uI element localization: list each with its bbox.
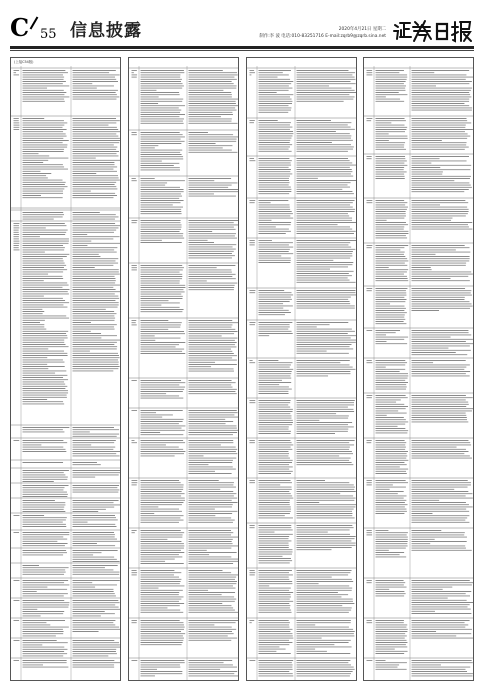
section-slash [30, 16, 39, 29]
table-column-2 [128, 57, 239, 681]
section-letter: C [10, 13, 30, 42]
masthead [0, 0, 484, 52]
column-text-block [247, 58, 357, 681]
newspaper-logo [392, 17, 474, 43]
continuation-note: (上接C54版) [14, 60, 34, 64]
column-text-block [129, 58, 239, 681]
section-title: 信息披露 [70, 21, 142, 41]
column-text-block [11, 58, 121, 681]
table-column-4 [363, 57, 474, 681]
masthead-rule-thin [10, 50, 474, 51]
table-column-3 [246, 57, 357, 681]
issue-date: 2020年4月21日 星期二 [338, 27, 386, 32]
masthead-rule [10, 46, 474, 49]
table-column-1 [10, 57, 121, 681]
editor-contact: 制作:李 波 电话:010-83251716 E-mail:zqrb9@zqrb.sina.net [259, 34, 386, 39]
section-number: 55 [40, 27, 57, 42]
column-text-block [364, 58, 474, 681]
